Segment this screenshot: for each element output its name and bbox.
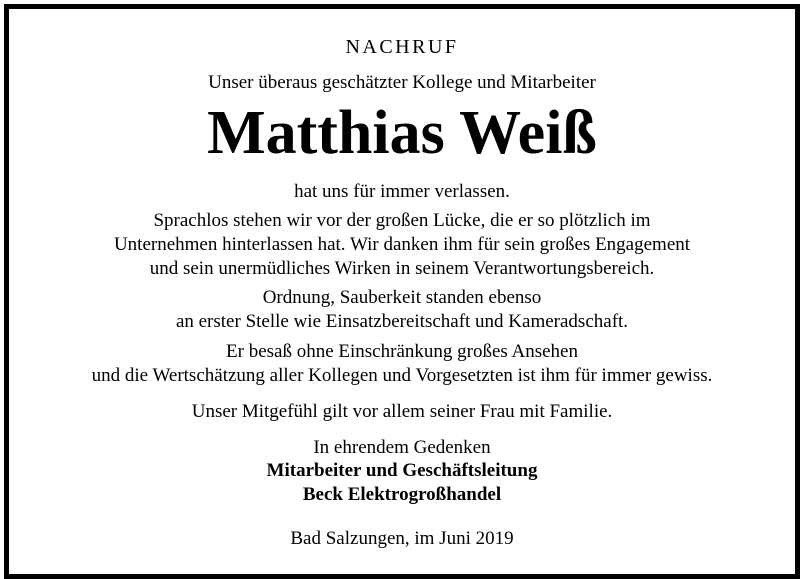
obituary-frame xyxy=(4,4,800,579)
paragraph-3-line-1: Er besaß ohne Einschränkung großes Ansehen xyxy=(226,341,578,362)
notice-heading: NACHRUF xyxy=(345,36,459,58)
paragraph-3-line-2: und die Wertschätzung aller Kollegen und Vorgesetzten ist ihm für immer gewiss. xyxy=(91,365,713,386)
paragraph-1-line-1: Sprachlos stehen wir vor der großen Lücke, die er so plötzlich im xyxy=(153,210,651,231)
signatory-line-1: Mitarbeiter und Geschäftsleitung xyxy=(266,460,538,481)
passed-line: hat uns für immer verlassen. xyxy=(294,181,510,202)
paragraph-2-line-2: an erster Stelle wie Einsatzbereitschaft und Kameradschaft. xyxy=(175,311,629,332)
obituary-content xyxy=(9,9,795,574)
paragraph-2-line-1: Ordnung, Sauberkeit standen ebenso xyxy=(262,287,542,308)
paragraph-1-line-2: Unternehmen hinterlassen hat. Wir danken ihm für sein großes Engagement xyxy=(113,234,691,255)
sympathy-line: Unser Mitgefühl gilt vor allem seiner Frau mit Familie. xyxy=(191,401,613,422)
signatory-line-2: Beck Elektrogroßhandel xyxy=(302,484,502,505)
place-date-line: Bad Salzungen, im Juni 2019 xyxy=(290,528,514,549)
deceased-name: Matthias Weiß xyxy=(207,99,597,167)
paragraph-1-line-3: und sein unermüdliches Wirken in seinem Verantwortungsbereich. xyxy=(149,258,655,279)
memory-line: In ehrendem Gedenken xyxy=(313,437,491,458)
intro-line: Unser überaus geschätzter Kollege und Mitarbeiter xyxy=(208,72,596,93)
